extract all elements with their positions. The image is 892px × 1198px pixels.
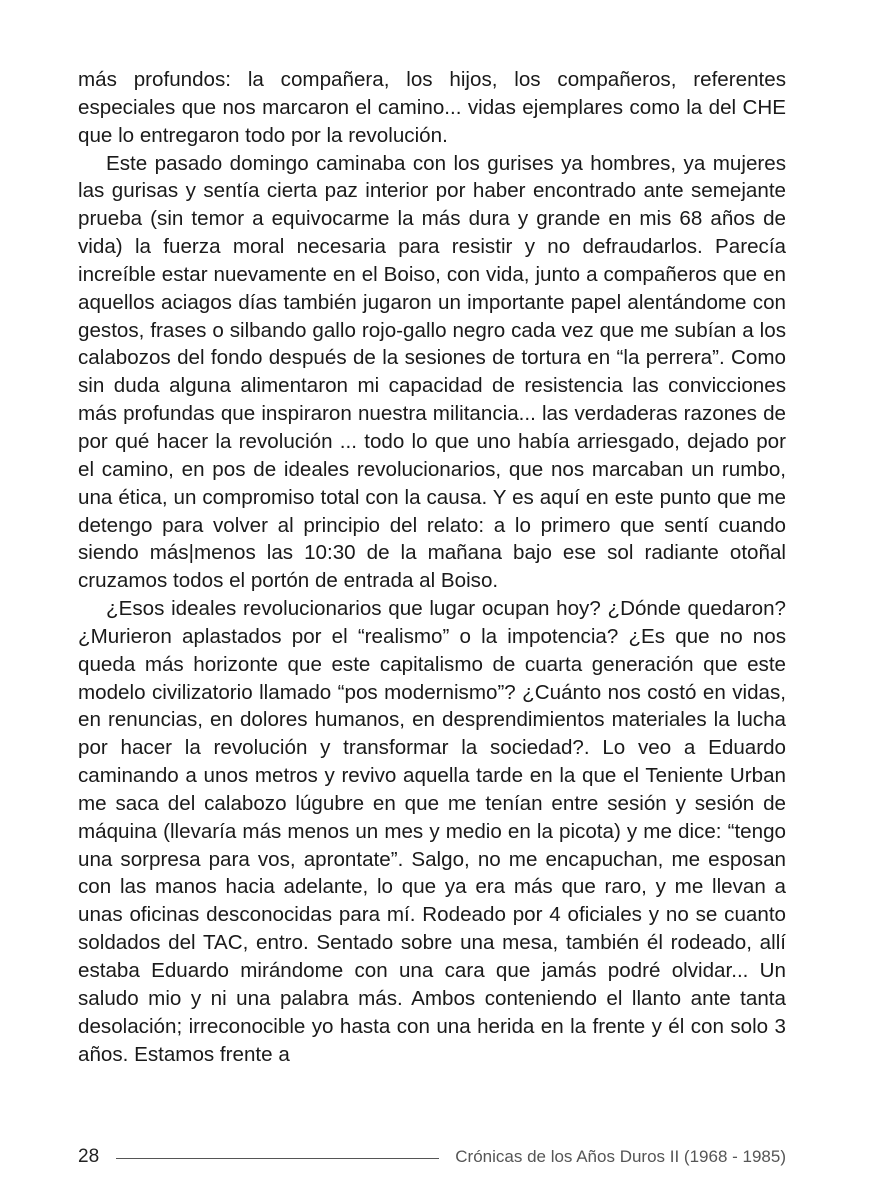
body-text [78, 66, 786, 1068]
footer-book-title: Crónicas de los Años Duros II (1968 - 1985) [455, 1147, 786, 1166]
page-footer [78, 1142, 786, 1172]
paragraph-domingo: Este pasado domingo caminaba con los gurises ya hombres, ya mujeres las gurisas y sentía cierta paz interior por haber encontrado ante semejante prueba (sin temor a equivocarme la más dura y grande en mis 68 años de vida) la fuerza moral necesaria para resistir y no defraudarlos. Parecía increíble estar nuevamente en el Boiso, con vida, junto a compañeros que en aquellos aciagos días también jugaron un importante papel alentándome con gestos, frases o silbando gallo rojo-gallo negro cada vez que me subían a los calabozos del fondo después de la sesiones de tortura en “la perrera”. Como sin duda alguna alimentaron mi capacidad de resistencia las convicciones más profundas que inspiraron nuestra militancia... las verdaderas razones de por qué hacer la revolución ... todo lo que uno había arriesgado, dejado por el camino, en pos de ideales revolucionarios, que nos marcaban un rumbo, una ética, un compromiso total con la causa. Y es aquí en este punto que me detengo para volver al principio del relato: a lo primero que sentí cuando siendo más|menos las 10:30 de la mañana bajo ese sol radiante otoñal cruzamos todos el portón de entrada al Boiso. [78, 151, 786, 593]
footer-rule [116, 1158, 439, 1159]
page-number: 28 [78, 1146, 100, 1167]
paragraph-continuation: más profundos: la compañera, los hijos, los compañeros, referentes especiales que nos marcaron el camino... vidas ejemplares como la del CHE que lo entregaron todo por la revolución. [78, 68, 786, 147]
paragraph-ideales: ¿Esos ideales revolucionarios que lugar ocupan hoy? ¿Dónde quedaron? ¿Murieron aplastados por el “realismo” o la impotencia? ¿Es que no nos queda más horizonte que este capitalismo de cuarta generación que este modelo civilizatorio llamado “pos modernismo”? ¿Cuánto nos costó en vidas, en renuncias, en dolores humanos, en desprendimientos materiales la lucha por hacer la revolución y transformar la sociedad?. Lo veo a Eduardo caminando a unos metros y revivo aquella tarde en la que el Teniente Urban me saca del calabozo lúgubre en que me tenían entre sesión y sesión de máquina (llevaría más menos un mes y medio en la picota) y me dice: “tengo una sorpresa para vos, aprontate”. Salgo, no me encapuchan, me esposan con las manos hacia adelante, lo que ya era más que raro, y me llevan a unas oficinas desconocidas para mí. Rodeado por 4 oficiales y no se cuanto soldados del TAC, entro. Sentado sobre una mesa, también él rodeado, allí estaba Eduardo mirándome con una cara que jamás podré olvidar... Un saludo mio y ni una palabra más. Ambos conteniendo el llanto ante tanta desolación; irreconocible yo hasta con una herida en la frente y él con solo 3 años. Estamos frente a [78, 597, 786, 1066]
